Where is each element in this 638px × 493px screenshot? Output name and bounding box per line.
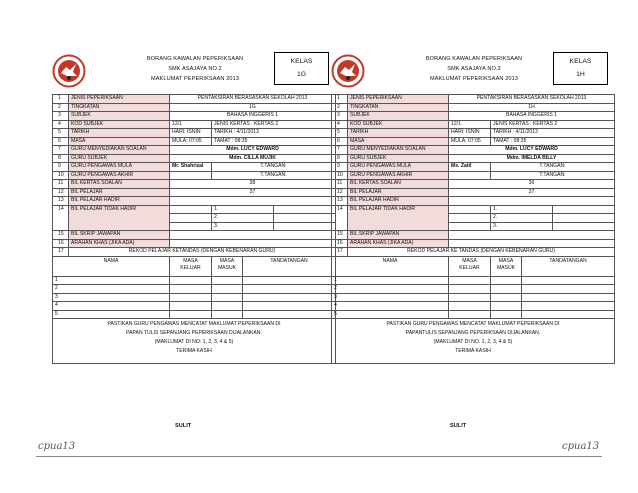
row-value[interactable]: 37 xyxy=(449,188,615,197)
record-row-name[interactable]: 2 xyxy=(53,285,170,294)
row-value[interactable] xyxy=(170,231,336,240)
record-cell[interactable] xyxy=(449,293,491,302)
form-title: BORANG KAWALAN PEPERIKSAAN xyxy=(146,56,244,62)
row-value-2[interactable]: T.TANGAN: xyxy=(212,163,336,172)
note-line: PAPAN TULIS SEPANJANG PEPERIKSAAN DIJALANKAN. xyxy=(126,330,262,336)
row-label: GURU PENGAWAS MULA xyxy=(69,163,170,172)
row-value[interactable] xyxy=(449,239,615,248)
record-cell[interactable] xyxy=(170,293,212,302)
note-line: PASTIKAN GURU PENGAWAS MENCATAT MAKLUMAT PEPERIKSAAN DI xyxy=(107,321,281,327)
row-label: ARAHAN KHAS (JIKA ADA) xyxy=(348,239,449,248)
row-label: TINGKATAN xyxy=(348,103,449,112)
table-row xyxy=(53,137,336,146)
row-label: JENIS PEPERIKSAAN xyxy=(69,95,170,104)
row-number: 4 xyxy=(53,120,69,129)
row-value[interactable]: BAHASA INGGERIS 1 xyxy=(449,112,615,121)
table-row xyxy=(332,276,615,285)
table-row xyxy=(332,146,615,155)
record-row-name[interactable]: 1 xyxy=(53,276,170,285)
sulit-label-left: SULIT xyxy=(175,423,192,429)
exam-control-form-1g xyxy=(52,52,335,354)
exam-info-table xyxy=(52,94,336,364)
column-header-tandatangan: TANDATANGAN xyxy=(243,256,336,276)
row-label: BIL PELAJAR HADIR xyxy=(69,197,170,206)
row-value-1[interactable]: Mr. Shahrizal xyxy=(170,163,212,172)
row-value-1[interactable]: 12/1 xyxy=(170,120,212,129)
row-number: 3 xyxy=(332,112,348,121)
instruction-note xyxy=(332,319,615,364)
kelas-box xyxy=(553,52,608,85)
absent-item[interactable]: 1. xyxy=(212,205,274,214)
row-number: 6 xyxy=(332,137,348,146)
row-value[interactable]: 38 xyxy=(170,180,336,189)
record-cell[interactable] xyxy=(449,285,491,294)
row-label: BIL KERTAS SOALAN xyxy=(348,180,449,189)
instruction-note xyxy=(53,319,336,364)
table-row xyxy=(332,103,615,112)
table-row xyxy=(332,120,615,129)
row-label: GURU PENGAWAS AKHIR xyxy=(348,171,449,180)
record-row-name[interactable]: 5 xyxy=(332,310,449,319)
row-number: 1 xyxy=(332,95,348,104)
row-number: 8 xyxy=(53,154,69,163)
row-value[interactable]: PENTAKSIRAN BERASASKAN SEKOLAH 2013 xyxy=(449,95,615,104)
table-row xyxy=(332,256,615,276)
row-label: BIL SKRIP JAWAPAN xyxy=(348,231,449,240)
row-label: BIL PELAJAR TIDAK HADIR xyxy=(348,205,449,231)
note-line: (MAKLUMAT DI NO: 1, 2, 3, 4 & 5) xyxy=(154,339,234,345)
table-row xyxy=(332,188,615,197)
row-value-1[interactable]: HARI: ISNIN xyxy=(449,129,491,138)
table-row xyxy=(53,293,336,302)
row-label: GURU SUBJEK xyxy=(348,154,449,163)
form-subtitle: MAKLUMAT PEPERIKSAAN 2013 xyxy=(150,76,240,82)
record-cell[interactable] xyxy=(522,293,615,302)
table-row xyxy=(53,112,336,121)
footer-signature-right: cpua13 xyxy=(562,441,600,452)
row-number: 13 xyxy=(332,197,348,206)
row-number: 8 xyxy=(332,154,348,163)
row-number: 16 xyxy=(53,239,69,248)
record-cell[interactable] xyxy=(522,276,615,285)
row-label: TARIKH xyxy=(348,129,449,138)
record-cell[interactable] xyxy=(243,293,336,302)
row-value[interactable]: Mdm. CILLA MUJIK xyxy=(170,154,336,163)
row-label: SUBJEK xyxy=(348,112,449,121)
row-number: 2 xyxy=(332,103,348,112)
column-header-masa-keluar: MASA KELUAR xyxy=(449,256,491,276)
row-value[interactable]: 37 xyxy=(170,188,336,197)
table-row xyxy=(53,163,336,172)
kelas-box xyxy=(274,52,329,85)
table-row xyxy=(53,154,336,163)
table-row xyxy=(332,197,615,206)
table-row xyxy=(53,248,336,257)
row-number: 15 xyxy=(332,231,348,240)
exam-info-table xyxy=(331,94,615,364)
row-label: ARAHAN KHAS (JIKA ADA) xyxy=(69,239,170,248)
table-row xyxy=(53,180,336,189)
table-row xyxy=(332,302,615,311)
record-cell[interactable] xyxy=(170,276,212,285)
row-value-2[interactable]: JENIS KERTAS : KERTAS 2 xyxy=(212,120,336,129)
record-row-name[interactable]: 1 xyxy=(332,276,449,285)
table-row xyxy=(53,231,336,240)
record-cell[interactable] xyxy=(491,302,522,311)
row-number: 10 xyxy=(332,171,348,180)
record-cell[interactable] xyxy=(491,276,522,285)
row-value-2[interactable]: T.TANGAN: xyxy=(491,163,615,172)
row-value-1[interactable]: 12/1 xyxy=(449,120,491,129)
row-number: 12 xyxy=(332,188,348,197)
column-header-masa-keluar: MASA KELUAR xyxy=(170,256,212,276)
row-label: BIL KERTAS SOALAN xyxy=(69,180,170,189)
record-row-name[interactable]: 4 xyxy=(332,302,449,311)
table-row xyxy=(332,285,615,294)
row-label: GURU MENYEDIAKAN SOALAN xyxy=(348,146,449,155)
row-number: 9 xyxy=(332,163,348,172)
note-line: TERIMA KASIH xyxy=(455,348,491,354)
absent-item[interactable]: 2. xyxy=(491,214,553,223)
row-number: 2 xyxy=(53,103,69,112)
row-value[interactable] xyxy=(170,197,336,206)
sulit-label-right: SULIT xyxy=(450,423,467,429)
row-label: TINGKATAN xyxy=(69,103,170,112)
row-value-2[interactable]: TARIKH : 4/11/2013 xyxy=(491,129,615,138)
row-number: 12 xyxy=(53,188,69,197)
row-number: 16 xyxy=(332,239,348,248)
row-number: 11 xyxy=(332,180,348,189)
record-cell[interactable] xyxy=(243,285,336,294)
table-row xyxy=(53,276,336,285)
row-label: BIL PELAJAR TIDAK HADIR xyxy=(69,205,170,231)
table-row xyxy=(53,129,336,138)
absent-item[interactable]: 1. xyxy=(491,205,553,214)
table-row xyxy=(332,137,615,146)
table-row xyxy=(53,319,336,364)
record-cell[interactable] xyxy=(170,302,212,311)
row-number: 14 xyxy=(332,205,348,231)
record-cell[interactable] xyxy=(243,276,336,285)
school-crest-icon xyxy=(331,54,365,88)
record-cell[interactable] xyxy=(212,285,243,294)
row-value[interactable]: Mdm. LUCY EDWARD xyxy=(449,146,615,155)
record-cell[interactable] xyxy=(449,310,491,319)
record-row-name[interactable]: 5 xyxy=(53,310,170,319)
row-value-2[interactable]: T.TANGAN: xyxy=(491,171,615,180)
row-label: KOD SUBJEK xyxy=(348,120,449,129)
row-label: SUBJEK xyxy=(69,112,170,121)
record-cell[interactable] xyxy=(491,293,522,302)
form-title-block xyxy=(118,54,272,84)
table-row xyxy=(53,146,336,155)
row-value-2[interactable]: TARIKH : 4/11/2013 xyxy=(212,129,336,138)
record-row-name[interactable]: 3 xyxy=(332,293,449,302)
record-row-name[interactable]: 3 xyxy=(53,293,170,302)
row-number: 10 xyxy=(53,171,69,180)
table-row xyxy=(332,95,615,104)
table-row xyxy=(53,103,336,112)
row-value-1[interactable] xyxy=(170,171,212,180)
record-cell[interactable] xyxy=(243,302,336,311)
table-row xyxy=(53,302,336,311)
note-line: (MAKLUMAT DI NO. 1, 2, 3, 4 & 5) xyxy=(433,339,513,345)
footer-signature-left: cpua13 xyxy=(38,441,76,452)
row-value-1[interactable]: MULA: 07:05 xyxy=(449,137,491,146)
table-row xyxy=(332,248,615,257)
row-number: 11 xyxy=(53,180,69,189)
table-row xyxy=(332,293,615,302)
record-cell[interactable] xyxy=(212,293,243,302)
record-cell[interactable] xyxy=(491,285,522,294)
record-cell[interactable] xyxy=(449,276,491,285)
column-header-tandatangan: TANDATANGAN xyxy=(522,256,615,276)
table-row xyxy=(53,197,336,206)
row-label: GURU SUBJEK xyxy=(69,154,170,163)
row-label: MASA xyxy=(348,137,449,146)
row-label: GURU MENYEDIAKAN SOALAN xyxy=(69,146,170,155)
row-label: BIL PELAJAR xyxy=(348,188,449,197)
note-line: PAPANTULIS SEPANJANG PEPERIKSAAN DIJALANKAN. xyxy=(405,330,541,336)
table-row xyxy=(53,239,336,248)
row-value[interactable] xyxy=(449,231,615,240)
record-cell[interactable] xyxy=(212,276,243,285)
record-cell[interactable] xyxy=(212,302,243,311)
row-number: 7 xyxy=(53,146,69,155)
row-value-2[interactable]: TAMAT : 08:35 xyxy=(212,137,336,146)
table-row xyxy=(53,188,336,197)
record-row-name[interactable]: 4 xyxy=(53,302,170,311)
row-value-1[interactable]: Ms. Zatil xyxy=(449,163,491,172)
table-row xyxy=(53,120,336,129)
row-label: TARIKH xyxy=(69,129,170,138)
form-title-block xyxy=(397,54,551,84)
school-name: SMK ASAJAYA NO.2 xyxy=(447,66,501,72)
record-cell[interactable] xyxy=(243,310,336,319)
table-row xyxy=(332,319,615,364)
row-number: 5 xyxy=(332,129,348,138)
kelas-value: 1G xyxy=(296,71,307,78)
record-cell[interactable] xyxy=(491,310,522,319)
row-label: BIL SKRIP JAWAPAN xyxy=(69,231,170,240)
row-label: BIL PELAJAR HADIR xyxy=(348,197,449,206)
table-row xyxy=(332,129,615,138)
note-line: PASTIKAN GURU PENGAWAS MENCATAT MAKLUMAT PEPERIKSAAN DI xyxy=(386,321,560,327)
record-cell[interactable] xyxy=(170,285,212,294)
table-row xyxy=(332,154,615,163)
exam-control-form-1h xyxy=(331,52,614,354)
column-header-masa-masuk: MASA MASUK xyxy=(212,256,243,276)
row-number: 17 xyxy=(53,248,69,257)
record-row-name[interactable]: 2 xyxy=(332,285,449,294)
note-line: TERIMA KASIH xyxy=(176,348,212,354)
row-value[interactable]: PENTAKSIRAN BERASASKAN SEKOLAH 2013 xyxy=(170,95,336,104)
absent-item[interactable]: 2. xyxy=(212,214,274,223)
row-label: GURU PENGAWAS AKHIR xyxy=(69,171,170,180)
row-value-2[interactable]: TAMAT : 08:35 xyxy=(491,137,615,146)
row-value[interactable]: Mdm. IMELDA BILLY xyxy=(449,154,615,163)
table-row xyxy=(53,285,336,294)
row-number: 4 xyxy=(332,120,348,129)
section-heading: REKOD PELAJAR KETANDAS (DENGAN KEBENARAN GURU) xyxy=(69,248,336,257)
row-value[interactable]: 1G xyxy=(170,103,336,112)
row-number: 13 xyxy=(53,197,69,206)
row-value-1[interactable]: MULA: 07:05 xyxy=(170,137,212,146)
row-number: 17 xyxy=(332,248,348,257)
table-row xyxy=(332,171,615,180)
record-cell[interactable] xyxy=(522,310,615,319)
row-number: 7 xyxy=(332,146,348,155)
column-header-nama: NAMA xyxy=(332,256,449,276)
row-number: 9 xyxy=(53,163,69,172)
school-name: SMK ASAJAYA NO.2 xyxy=(168,66,222,72)
table-row xyxy=(53,205,336,214)
row-number: 15 xyxy=(53,231,69,240)
row-label: BIL PELAJAR xyxy=(69,188,170,197)
row-value-1[interactable] xyxy=(449,171,491,180)
column-header-nama: NAMA xyxy=(53,256,170,276)
kelas-value: 1H xyxy=(576,71,585,78)
kelas-label: KELAS xyxy=(290,58,313,65)
row-label: JENIS PEPERIKSAAN xyxy=(348,95,449,104)
table-row xyxy=(332,310,615,319)
table-row xyxy=(53,256,336,276)
row-value[interactable]: 1H xyxy=(449,103,615,112)
row-number: 3 xyxy=(53,112,69,121)
row-value-2[interactable]: T.TANGAN: xyxy=(212,171,336,180)
row-number: 14 xyxy=(53,205,69,231)
row-value[interactable] xyxy=(449,197,615,206)
record-cell[interactable] xyxy=(170,310,212,319)
absent-item[interactable]: 3. xyxy=(491,222,553,231)
row-value[interactable] xyxy=(170,239,336,248)
row-value-2[interactable]: JENIS KERTAS : KERTAS 2 xyxy=(491,120,615,129)
kelas-label: KELAS xyxy=(569,58,592,65)
row-label: MASA xyxy=(69,137,170,146)
record-cell[interactable] xyxy=(522,302,615,311)
absent-item[interactable]: 3. xyxy=(212,222,274,231)
table-row xyxy=(332,231,615,240)
section-heading: REKOD PELAJAR KE TANDAS (DENGAN KEBENARAN GURU) xyxy=(348,248,615,257)
row-value[interactable]: Mdm. LUCY EDWARD xyxy=(170,146,336,155)
school-crest-icon xyxy=(52,54,86,88)
footer-divider xyxy=(36,456,602,457)
table-row xyxy=(53,95,336,104)
form-title: BORANG KAWALAN PEPERIKSAAN xyxy=(425,56,523,62)
table-row xyxy=(332,180,615,189)
table-row xyxy=(53,171,336,180)
row-value[interactable]: BAHASA INGGERIS 1 xyxy=(170,112,336,121)
record-cell[interactable] xyxy=(522,285,615,294)
row-value-1[interactable]: HARI: ISNIN xyxy=(170,129,212,138)
row-number: 1 xyxy=(53,95,69,104)
row-number: 6 xyxy=(53,137,69,146)
column-header-masa-masuk: MASA MASUK xyxy=(491,256,522,276)
row-value[interactable]: 36 xyxy=(449,180,615,189)
record-cell[interactable] xyxy=(212,310,243,319)
row-number: 5 xyxy=(53,129,69,138)
table-row xyxy=(332,163,615,172)
table-row xyxy=(332,205,615,214)
table-row xyxy=(332,239,615,248)
table-row xyxy=(53,310,336,319)
table-row xyxy=(332,112,615,121)
form-header xyxy=(331,52,614,94)
row-label: GURU PENGAWAS MULA xyxy=(348,163,449,172)
form-subtitle: MAKLUMAT PEPERIKSAAN 2013 xyxy=(429,76,519,82)
record-cell[interactable] xyxy=(449,302,491,311)
form-header xyxy=(52,52,335,94)
row-label: KOD SUBJEK xyxy=(69,120,170,129)
